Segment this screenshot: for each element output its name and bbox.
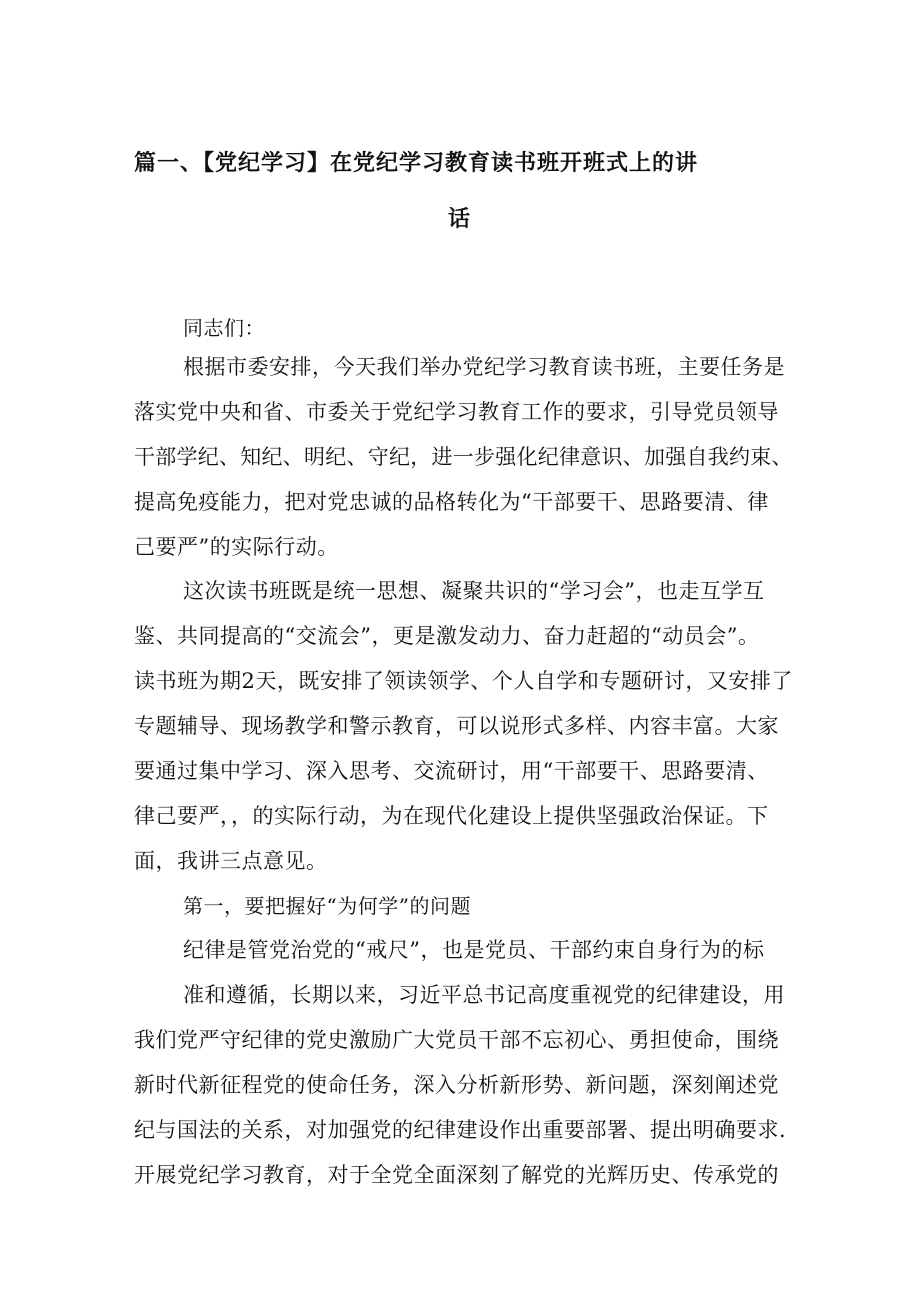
- section-heading: 第一，要把握好“为何学”的问题: [183, 894, 471, 918]
- body-line: 面，我讲三点意见。: [134, 849, 328, 873]
- document-title-line-2: 话: [448, 207, 472, 232]
- body-line: 鉴、共同提高的“交流会”，更是激发动力、奋力赶超的“动员会”。: [134, 624, 760, 648]
- body-line: 开展党纪学习教育，对于全党全面深刻了解党的光辉历史、传承党的: [134, 1163, 779, 1187]
- body-line: 准和遵循，长期以来，习近平总书记高度重视党的纪律建设，用: [183, 983, 785, 1007]
- salutation: 同志们：: [183, 316, 265, 340]
- body-line: 我们党严守纪律的党史激励广大党员干部不忘初心、勇担使命，围绕: [134, 1028, 779, 1052]
- body-line: 律己要严，，的实际行动，为在现代化建设上提供坚强政治保证。下: [134, 804, 769, 828]
- body-line: 干部学纪、知纪、明纪、守纪，进一步强化纪律意识、加强自我约束、: [134, 445, 793, 469]
- body-line: 新时代新征程党的使命任务，深入分析新形势、新问题，深刻阐述党: [134, 1073, 779, 1097]
- document-title-line-1: 篇一、【党纪学习】在党纪学习教育读书班开班式上的讲: [134, 151, 699, 176]
- body-line: 读书班为期2天，既安排了领读领学、个人自学和专题研讨，又安排了: [134, 669, 793, 693]
- body-line: 根据市委安排，今天我们举办党纪学习教育读书班，主要任务是: [183, 355, 785, 379]
- body-line: 己要严”的实际行动。: [134, 535, 339, 559]
- body-line: 纪与国法的关系，对加强党的纪律建设作出重要部署、提出明确要求.: [134, 1118, 787, 1142]
- body-line: 提高免疫能力，把对党忠诚的品格转化为“干部要干、思路要清、律: [134, 490, 769, 514]
- body-line: 落实党中央和省、市委关于党纪学习教育工作的要求，引导党员领导: [134, 400, 779, 424]
- body-line: 专题辅导、现场教学和警示教育，可以说形式多样、内容丰富。大家: [134, 714, 779, 738]
- body-line: 纪律是管党治党的“戒尺”，也是党员、干部约束自身行为的标: [183, 938, 765, 962]
- body-line: 这次读书班既是统一思想、凝聚共识的“学习会”，也走互学互: [183, 579, 765, 603]
- body-line: 要通过集中学习、深入思考、交流研讨，用“干部要干、思路要清、: [134, 759, 769, 783]
